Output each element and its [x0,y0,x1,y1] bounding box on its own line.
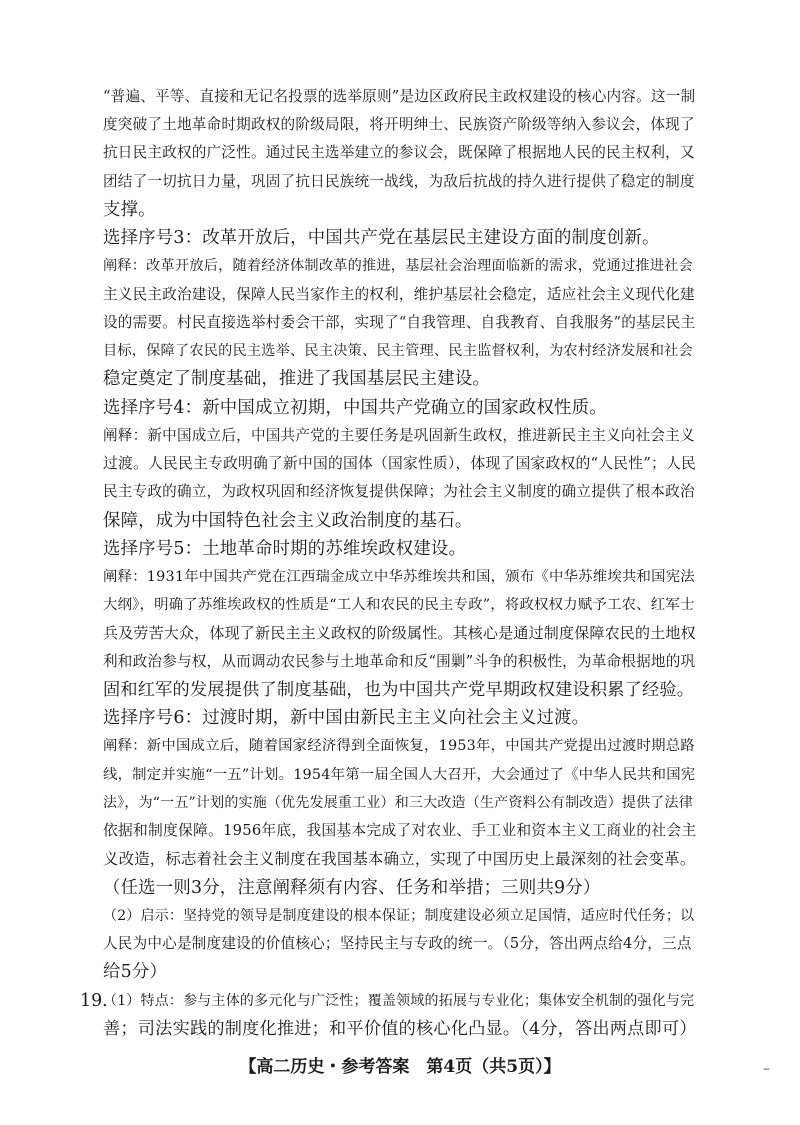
text-line: 抗日民主政权的广泛性。通过民主选举建立的参议会，既保障了根据地人民的民主权利，又 [103,144,695,161]
text-line: 过渡。人民民主专政明确了新中国的国体（国家性质），体现了国家政权的“人民性”；人民 [103,455,697,472]
text-line: 兵及劳苦大众，体现了新民主主义政权的阶级属性。其核心是通过制度保障农民的土地权 [103,624,696,642]
text-line: 稳定奠定了制度基础，推进了我国基层民主建设。 [103,369,490,389]
corner-mark: – [763,1061,770,1077]
text-line: 设的需要。村民直接选举村委会干部，实现了“自我管理、自我教育、自我服务”的基层民主 [103,314,696,331]
selection-heading: 选择序号3：改革开放后，中国共产党在基层民主建设方面的制度创新。 [103,228,660,248]
page-footer: 【高二历史・参考答案 第4页（共5页）】 [239,1057,561,1077]
text-line: 义改造，标志着社会主义制度在我国基本确立，实现了中国历史上最深刻的社会变革。 [103,850,696,868]
text-line: （1）特点：参与主体的多元化与广泛性；覆盖领域的拓展与专业化；集体安全机制的强化与完 [103,993,695,1009]
text-line: 主义民主政治建设，保障人民当家作主的权利，维护基层社会稳定，适应社会主义现代化建 [103,286,695,303]
selection-heading: 选择序号4：新中国成立初期，中国共产党确立的国家政权性质。 [103,398,607,418]
text-line: （2）启示：坚持党的领导是制度建设的根本保证；制度建设必须立足国情，适应时代任务；以 [103,908,695,924]
text-line: 度突破了土地革命时期政权的阶级局限，将开明绅士、民族资产阶级等纳入参议会，体现了 [103,116,695,133]
text-line: 支撑。 [103,200,156,220]
text-line: 依据和制度保障。1956年底，我国基本完成了对农业、手工业和资本主义工商业的社会主 [103,822,697,839]
text-line: 给5分） [103,962,168,982]
text-line: “普遍、平等、直接和无记名投票的选举原则”是边区政府民主政权建设的核心内容。这一制 [103,88,696,105]
text-line: 大纲》，明确了苏维埃政权的性质是“工人和农民的民主专政”，将政权权力赋予工农、红军士 [103,597,695,613]
text-line: 目标，保障了农民的民主选举、民主决策、民主管理、民主监督权利，为农村经济发展和社会 [103,343,693,359]
question-number: 19. [80,991,108,1011]
text-line: 民主专政的确立，为政权巩固和经济恢复提供保障；为社会主义制度的确立提供了根本政治 [103,483,695,500]
selection-heading: 选择序号5：土地革命时期的苏维埃政权建设。 [103,539,467,559]
scoring-note: （任选一则3分，注意阐释须有内容、任务和举措；三则共9分） [103,878,601,898]
text-line: 线，制定并实施“一五”计划。1954年第一届全国人大召开，大会通过了《中华人民共和国宪 [103,767,696,783]
text-line: 阐释：1931年中国共产党在江西瑞金成立中华苏维埃共和国，颁布《中华苏维埃共和国宪法 [103,569,695,585]
text-line: 法》，为“一五”计划的实施（优先发展重工业）和三大改造（生产资料公有制改造）提供了法律 [103,795,693,811]
text-line: 利和政治参与权，从而调动农民参与土地革命和反“围剿”斗争的积极性，为革命根据地的巩 [103,653,696,670]
text-line: 阐释：改革开放后，随着经济体制改革的推进，基层社会治理面临新的需求，党通过推进社会 [103,258,693,274]
text-line: 阐释：新中国成立后，随着国家经济得到全面恢复，1953年，中国共产党提出过渡时期总路 [103,738,695,754]
text-line: 保障，成为中国特色社会主义政治制度的基石。 [103,511,473,531]
selection-heading: 选择序号6：过渡时期，新中国由新民主主义向社会主义过渡。 [103,708,590,728]
text-line: 人民为中心是制度建设的价值核心；坚持民主与专政的统一。（5分，答出两点给4分，三点 [103,935,692,952]
text-line: 善；司法实践的制度化推进；和平价值的核心化凸显。（4分，答出两点即可） [103,1019,697,1039]
text-line: 阐释：新中国成立后，中国共产党的主要任务是巩固新生政权，推进新民主主义向社会主义 [103,427,695,444]
text-line: 团结了一切抗日力量，巩固了抗日民族统一战线，为敌后抗战的持久进行提供了稳定的制度 [103,173,695,190]
text-line: 固和红军的发展提供了制度基础，也为中国共产党早期政权建设积累了经验。 [103,680,695,700]
